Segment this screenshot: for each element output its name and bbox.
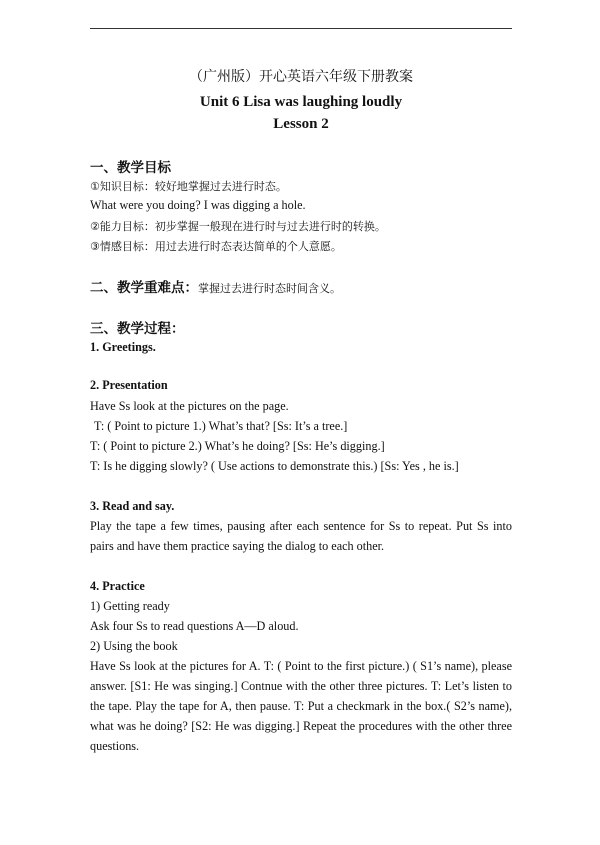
practice-step1: 1) Getting ready: [90, 599, 170, 613]
section1-line-2: What were you doing? I was digging a hole.: [90, 198, 306, 212]
read-say-title: 3. Read and say.: [90, 499, 175, 513]
doc-lesson: Lesson 2: [273, 116, 329, 132]
practice-step1-text: Ask four Ss to read questions A—D aloud.: [90, 619, 299, 633]
practice-step2: 2) Using the book: [90, 639, 178, 653]
section1-line-4: ③情感目标：用过去进行时态表达简单的个人意愿。: [90, 240, 342, 253]
section1-heading: 一、教学目标: [90, 160, 171, 176]
practice-step2-text: Have Ss look at the pictures for A. T: ( Point to the first picture.) ( S1’s name), please answer. [S1: He was singing.] Contnue with the other three pictures. T: Let’s listen to the tape. Play the tape for A, then pause. T: Put a checkmark in the box.( S2’s name), what was he doing? [S2: He was digging.] Repeat the procedures with the other three questions.: [90, 659, 512, 753]
header-rule: [90, 28, 512, 29]
section1-line-1: ①知识目标：较好地掌握过去进行时态。: [90, 180, 287, 193]
presentation-line-1: Have Ss look at the pictures on the page.: [90, 399, 289, 413]
doc-title-en: Unit 6 Lisa was laughing loudly: [199, 94, 403, 110]
presentation-line-2: T: ( Point to picture 1.) What’s that? [Ss: It’s a tree.]: [94, 419, 348, 433]
presentation-line-4: T: Is he digging slowly? ( Use actions to demonstrate this.) [Ss: Yes , he is.]: [90, 459, 459, 473]
section1-line-3: ②能力目标：初步掌握一般现在进行时与过去进行时的转换。: [90, 220, 386, 233]
practice-title: 4. Practice: [90, 579, 145, 593]
presentation-line-3: T: ( Point to picture 2.) What’s he doing? [Ss: He’s digging.]: [90, 439, 385, 453]
read-say-text: Play the tape a few times, pausing after each sentence for Ss to repeat. Put Ss into pairs and have them practice saying the dialog to each other.: [90, 519, 512, 553]
section2-heading: 二、教学重难点：: [90, 280, 198, 296]
presentation-title: 2. Presentation: [90, 378, 168, 392]
greetings-title: 1. Greetings.: [90, 340, 156, 354]
doc-title-cn: （广州版）开心英语六年级下册教案: [189, 69, 413, 85]
section2-row: [90, 276, 512, 296]
section2-text: 掌握过去进行时态时间含义。: [198, 282, 341, 295]
section3-heading: 三、教学过程：: [90, 321, 185, 337]
